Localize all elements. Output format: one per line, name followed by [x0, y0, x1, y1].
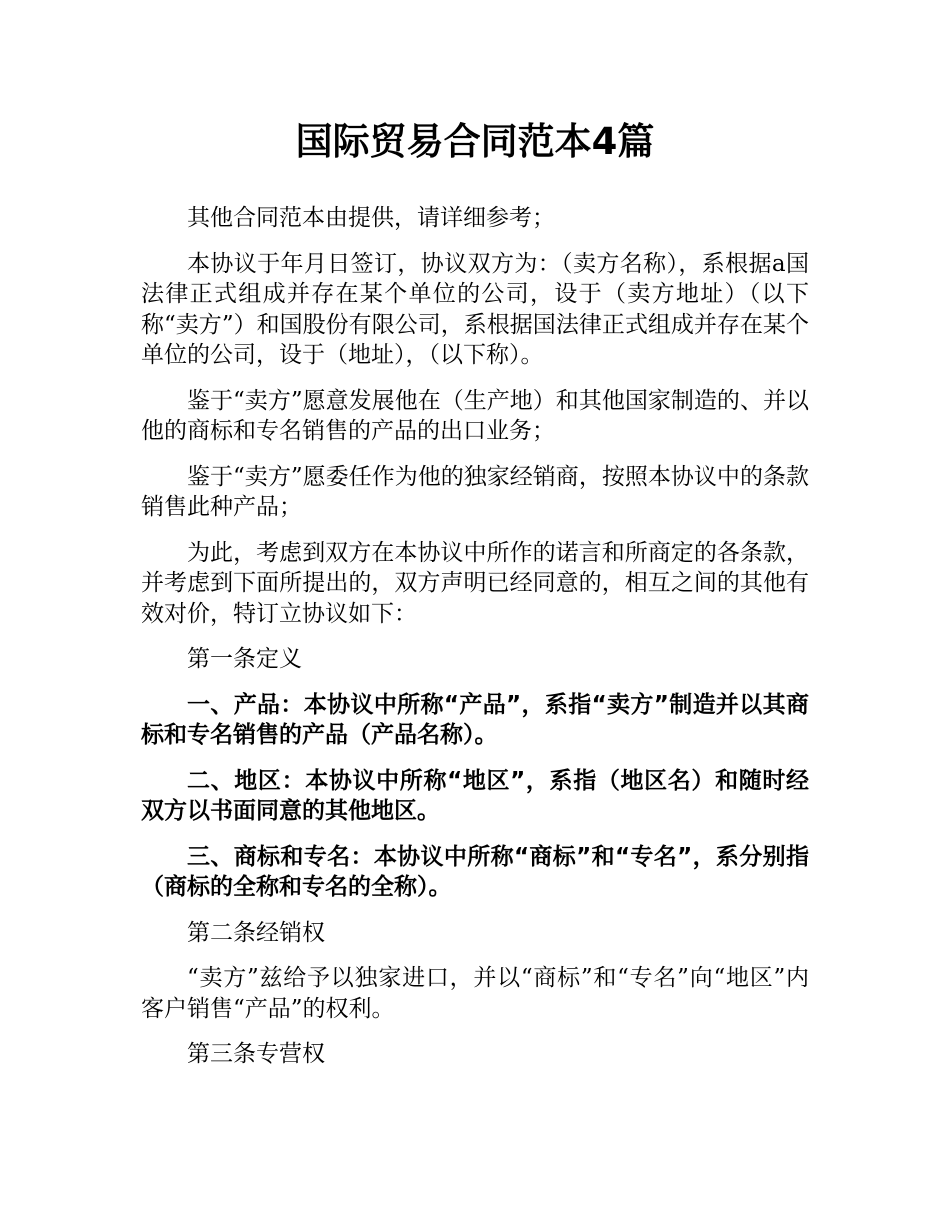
agreement-paragraph: 为此，考虑到双方在本协议中所作的诺言和所商定的各条款，并考虑到下面所提出的，双方声明已经同意的，相互之间的其他有效对价，特订立协议如下：: [141, 539, 809, 627]
article-3-heading: 第三条专营权: [187, 1041, 325, 1067]
article-2-heading: 第二条经销权: [187, 919, 325, 946]
definition-trademark: 三、商标和专名：本协议中所称“商标”和“专名”，系分别指（商标的全称和专名的全称）。: [141, 843, 809, 900]
definition-territory: 二、地区：本协议中所称“地区”，系指（地区名）和随时经双方以书面同意的其他地区。: [141, 767, 809, 824]
article-1-heading: 第一条定义: [187, 646, 302, 672]
document-title: 国际贸易合同范本4篇: [295, 120, 655, 163]
document-body: [141, 203, 809, 1085]
definition-product: 一、产品：本协议中所称“产品”，系指“卖方”制造并以其商标和专名销售的产品（产品名称）。: [141, 691, 809, 748]
distribution-right-paragraph: “卖方”兹给予以独家进口，并以“商标”和“专名”向“地区”内客户销售“产品”的权利。: [141, 965, 809, 1022]
parties-paragraph: 本协议于年月日签订，协议双方为：（卖方名称），系根据a国法律正式组成并存在某个单位的公司，设于（卖方地址）（以下称“卖方”）和国股份有限公司，系根据国法律正式组成并存在某个单位的公司，设于（地址），（以下称）。: [141, 250, 809, 368]
whereas-paragraph-1: 鉴于“卖方”愿意发展他在（生产地）和其他国家制造的、并以他的商标和专名销售的产品的出口业务；: [141, 387, 809, 444]
intro-paragraph: 其他合同范本由提供，请详细参考；: [187, 205, 555, 231]
whereas-paragraph-2: 鉴于“卖方”愿委任作为他的独家经销商，按照本协议中的条款销售此种产品；: [141, 463, 809, 520]
